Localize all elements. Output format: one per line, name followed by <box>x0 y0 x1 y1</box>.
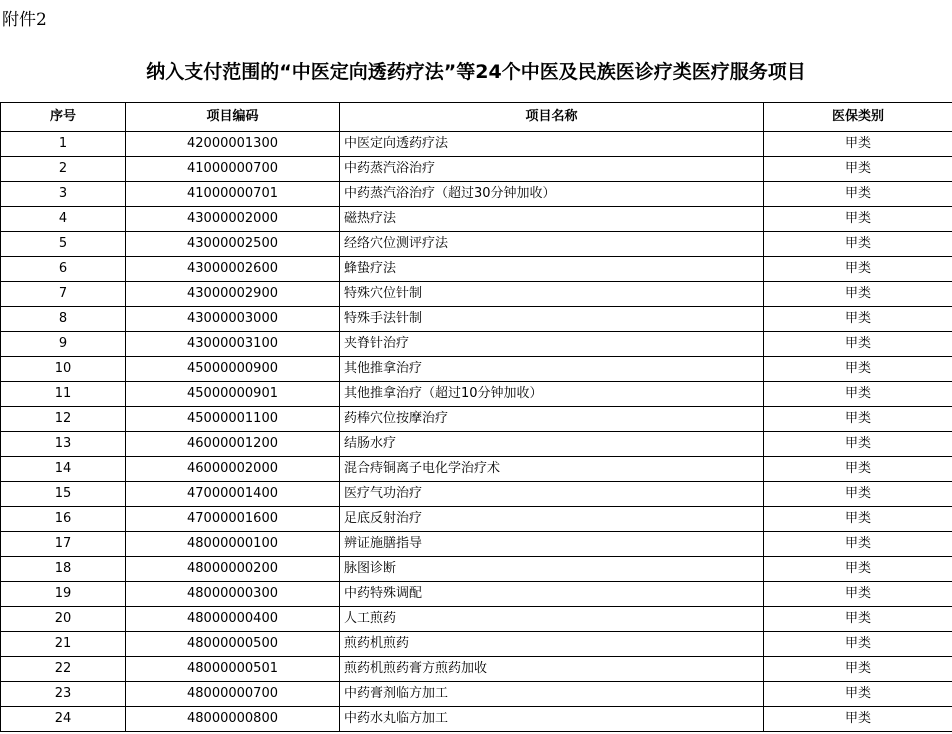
cell-category: 甲类 <box>764 157 952 182</box>
cell-code: 41000000701 <box>126 182 340 207</box>
table-row <box>1 457 952 482</box>
cell-code: 48000000200 <box>126 557 340 582</box>
cell-code: 47000001400 <box>126 482 340 507</box>
cell-seq: 17 <box>1 532 126 557</box>
table-row <box>1 582 952 607</box>
cell-code: 43000002600 <box>126 257 340 282</box>
cell-seq: 13 <box>1 432 126 457</box>
cell-code: 47000001600 <box>126 507 340 532</box>
cell-seq: 21 <box>1 632 126 657</box>
cell-category: 甲类 <box>764 282 952 307</box>
cell-seq: 20 <box>1 607 126 632</box>
cell-seq: 19 <box>1 582 126 607</box>
cell-category: 甲类 <box>764 132 952 157</box>
cell-code: 48000000500 <box>126 632 340 657</box>
header-name: 项目名称 <box>340 103 764 132</box>
cell-category: 甲类 <box>764 632 952 657</box>
cell-seq: 5 <box>1 232 126 257</box>
cell-seq: 8 <box>1 307 126 332</box>
cell-code: 48000000400 <box>126 607 340 632</box>
table-row <box>1 432 952 457</box>
cell-seq: 22 <box>1 657 126 682</box>
header-seq: 序号 <box>1 103 126 132</box>
cell-seq: 16 <box>1 507 126 532</box>
cell-seq: 2 <box>1 157 126 182</box>
cell-name: 经络穴位测评疗法 <box>340 232 764 257</box>
cell-code: 48000000100 <box>126 532 340 557</box>
cell-name: 夹脊针治疗 <box>340 332 764 357</box>
cell-seq: 11 <box>1 382 126 407</box>
cell-category: 甲类 <box>764 207 952 232</box>
table-body <box>1 132 952 732</box>
cell-name: 煎药机煎药 <box>340 632 764 657</box>
cell-name: 蜂蛰疗法 <box>340 257 764 282</box>
cell-category: 甲类 <box>764 457 952 482</box>
cell-name: 磁热疗法 <box>340 207 764 232</box>
cell-name: 混合痔铜离子电化学治疗术 <box>340 457 764 482</box>
cell-seq: 9 <box>1 332 126 357</box>
cell-name: 医疗气功治疗 <box>340 482 764 507</box>
cell-code: 42000001300 <box>126 132 340 157</box>
cell-category: 甲类 <box>764 257 952 282</box>
cell-name: 脉图诊断 <box>340 557 764 582</box>
table-row <box>1 282 952 307</box>
cell-category: 甲类 <box>764 182 952 207</box>
cell-code: 48000000300 <box>126 582 340 607</box>
cell-seq: 24 <box>1 707 126 732</box>
cell-category: 甲类 <box>764 382 952 407</box>
cell-category: 甲类 <box>764 507 952 532</box>
table-row <box>1 557 952 582</box>
cell-category: 甲类 <box>764 357 952 382</box>
attachment-label: 附件2 <box>2 10 47 30</box>
cell-name: 结肠水疗 <box>340 432 764 457</box>
cell-seq: 6 <box>1 257 126 282</box>
cell-code: 46000002000 <box>126 457 340 482</box>
table-row <box>1 657 952 682</box>
cell-code: 43000002000 <box>126 207 340 232</box>
table-row <box>1 257 952 282</box>
cell-name: 辨证施膳指导 <box>340 532 764 557</box>
page-title: 纳入支付范围的“中医定向透药疗法”等24个中医及民族医诊疗类医疗服务项目 <box>146 61 806 83</box>
cell-seq: 10 <box>1 357 126 382</box>
table-row <box>1 407 952 432</box>
cell-name: 药棒穴位按摩治疗 <box>340 407 764 432</box>
table-row <box>1 507 952 532</box>
cell-category: 甲类 <box>764 582 952 607</box>
cell-name: 其他推拿治疗（超过10分钟加收） <box>340 382 764 407</box>
cell-seq: 4 <box>1 207 126 232</box>
table-row <box>1 157 952 182</box>
table-row <box>1 132 952 157</box>
cell-name: 特殊手法针制 <box>340 307 764 332</box>
table-row <box>1 682 952 707</box>
table-row <box>1 482 952 507</box>
cell-name: 中药蒸汽浴治疗（超过30分钟加收） <box>340 182 764 207</box>
header-category: 医保类别 <box>764 103 952 132</box>
cell-code: 43000003100 <box>126 332 340 357</box>
cell-code: 48000000700 <box>126 682 340 707</box>
cell-code: 46000001200 <box>126 432 340 457</box>
cell-seq: 14 <box>1 457 126 482</box>
cell-seq: 18 <box>1 557 126 582</box>
cell-code: 43000003000 <box>126 307 340 332</box>
cell-category: 甲类 <box>764 682 952 707</box>
cell-category: 甲类 <box>764 407 952 432</box>
cell-code: 41000000700 <box>126 157 340 182</box>
cell-category: 甲类 <box>764 332 952 357</box>
table-row <box>1 332 952 357</box>
table-row <box>1 232 952 257</box>
table-header-row <box>1 103 952 132</box>
cell-seq: 3 <box>1 182 126 207</box>
cell-category: 甲类 <box>764 432 952 457</box>
cell-code: 48000000800 <box>126 707 340 732</box>
table-row <box>1 532 952 557</box>
cell-seq: 7 <box>1 282 126 307</box>
cell-name: 中药水丸临方加工 <box>340 707 764 732</box>
table-row <box>1 707 952 732</box>
cell-code: 45000001100 <box>126 407 340 432</box>
cell-name: 中药膏剂临方加工 <box>340 682 764 707</box>
cell-category: 甲类 <box>764 307 952 332</box>
cell-category: 甲类 <box>764 232 952 257</box>
cell-code: 43000002900 <box>126 282 340 307</box>
cell-category: 甲类 <box>764 707 952 732</box>
cell-seq: 1 <box>1 132 126 157</box>
table-row <box>1 632 952 657</box>
cell-name: 人工煎药 <box>340 607 764 632</box>
cell-seq: 23 <box>1 682 126 707</box>
cell-name: 煎药机煎药膏方煎药加收 <box>340 657 764 682</box>
cell-name: 中医定向透药疗法 <box>340 132 764 157</box>
cell-code: 43000002500 <box>126 232 340 257</box>
cell-category: 甲类 <box>764 657 952 682</box>
header-code: 项目编码 <box>126 103 340 132</box>
cell-category: 甲类 <box>764 607 952 632</box>
cell-seq: 15 <box>1 482 126 507</box>
cell-code: 48000000501 <box>126 657 340 682</box>
table-row <box>1 207 952 232</box>
table-row <box>1 607 952 632</box>
table-row <box>1 382 952 407</box>
table-row <box>1 182 952 207</box>
cell-name: 中药特殊调配 <box>340 582 764 607</box>
cell-name: 足底反射治疗 <box>340 507 764 532</box>
cell-category: 甲类 <box>764 532 952 557</box>
cell-category: 甲类 <box>764 482 952 507</box>
cell-seq: 12 <box>1 407 126 432</box>
cell-code: 45000000900 <box>126 357 340 382</box>
cell-name: 中药蒸汽浴治疗 <box>340 157 764 182</box>
cell-category: 甲类 <box>764 557 952 582</box>
table-row <box>1 307 952 332</box>
table-row <box>1 357 952 382</box>
cell-code: 45000000901 <box>126 382 340 407</box>
items-table <box>0 102 952 732</box>
cell-name: 特殊穴位针制 <box>340 282 764 307</box>
cell-name: 其他推拿治疗 <box>340 357 764 382</box>
